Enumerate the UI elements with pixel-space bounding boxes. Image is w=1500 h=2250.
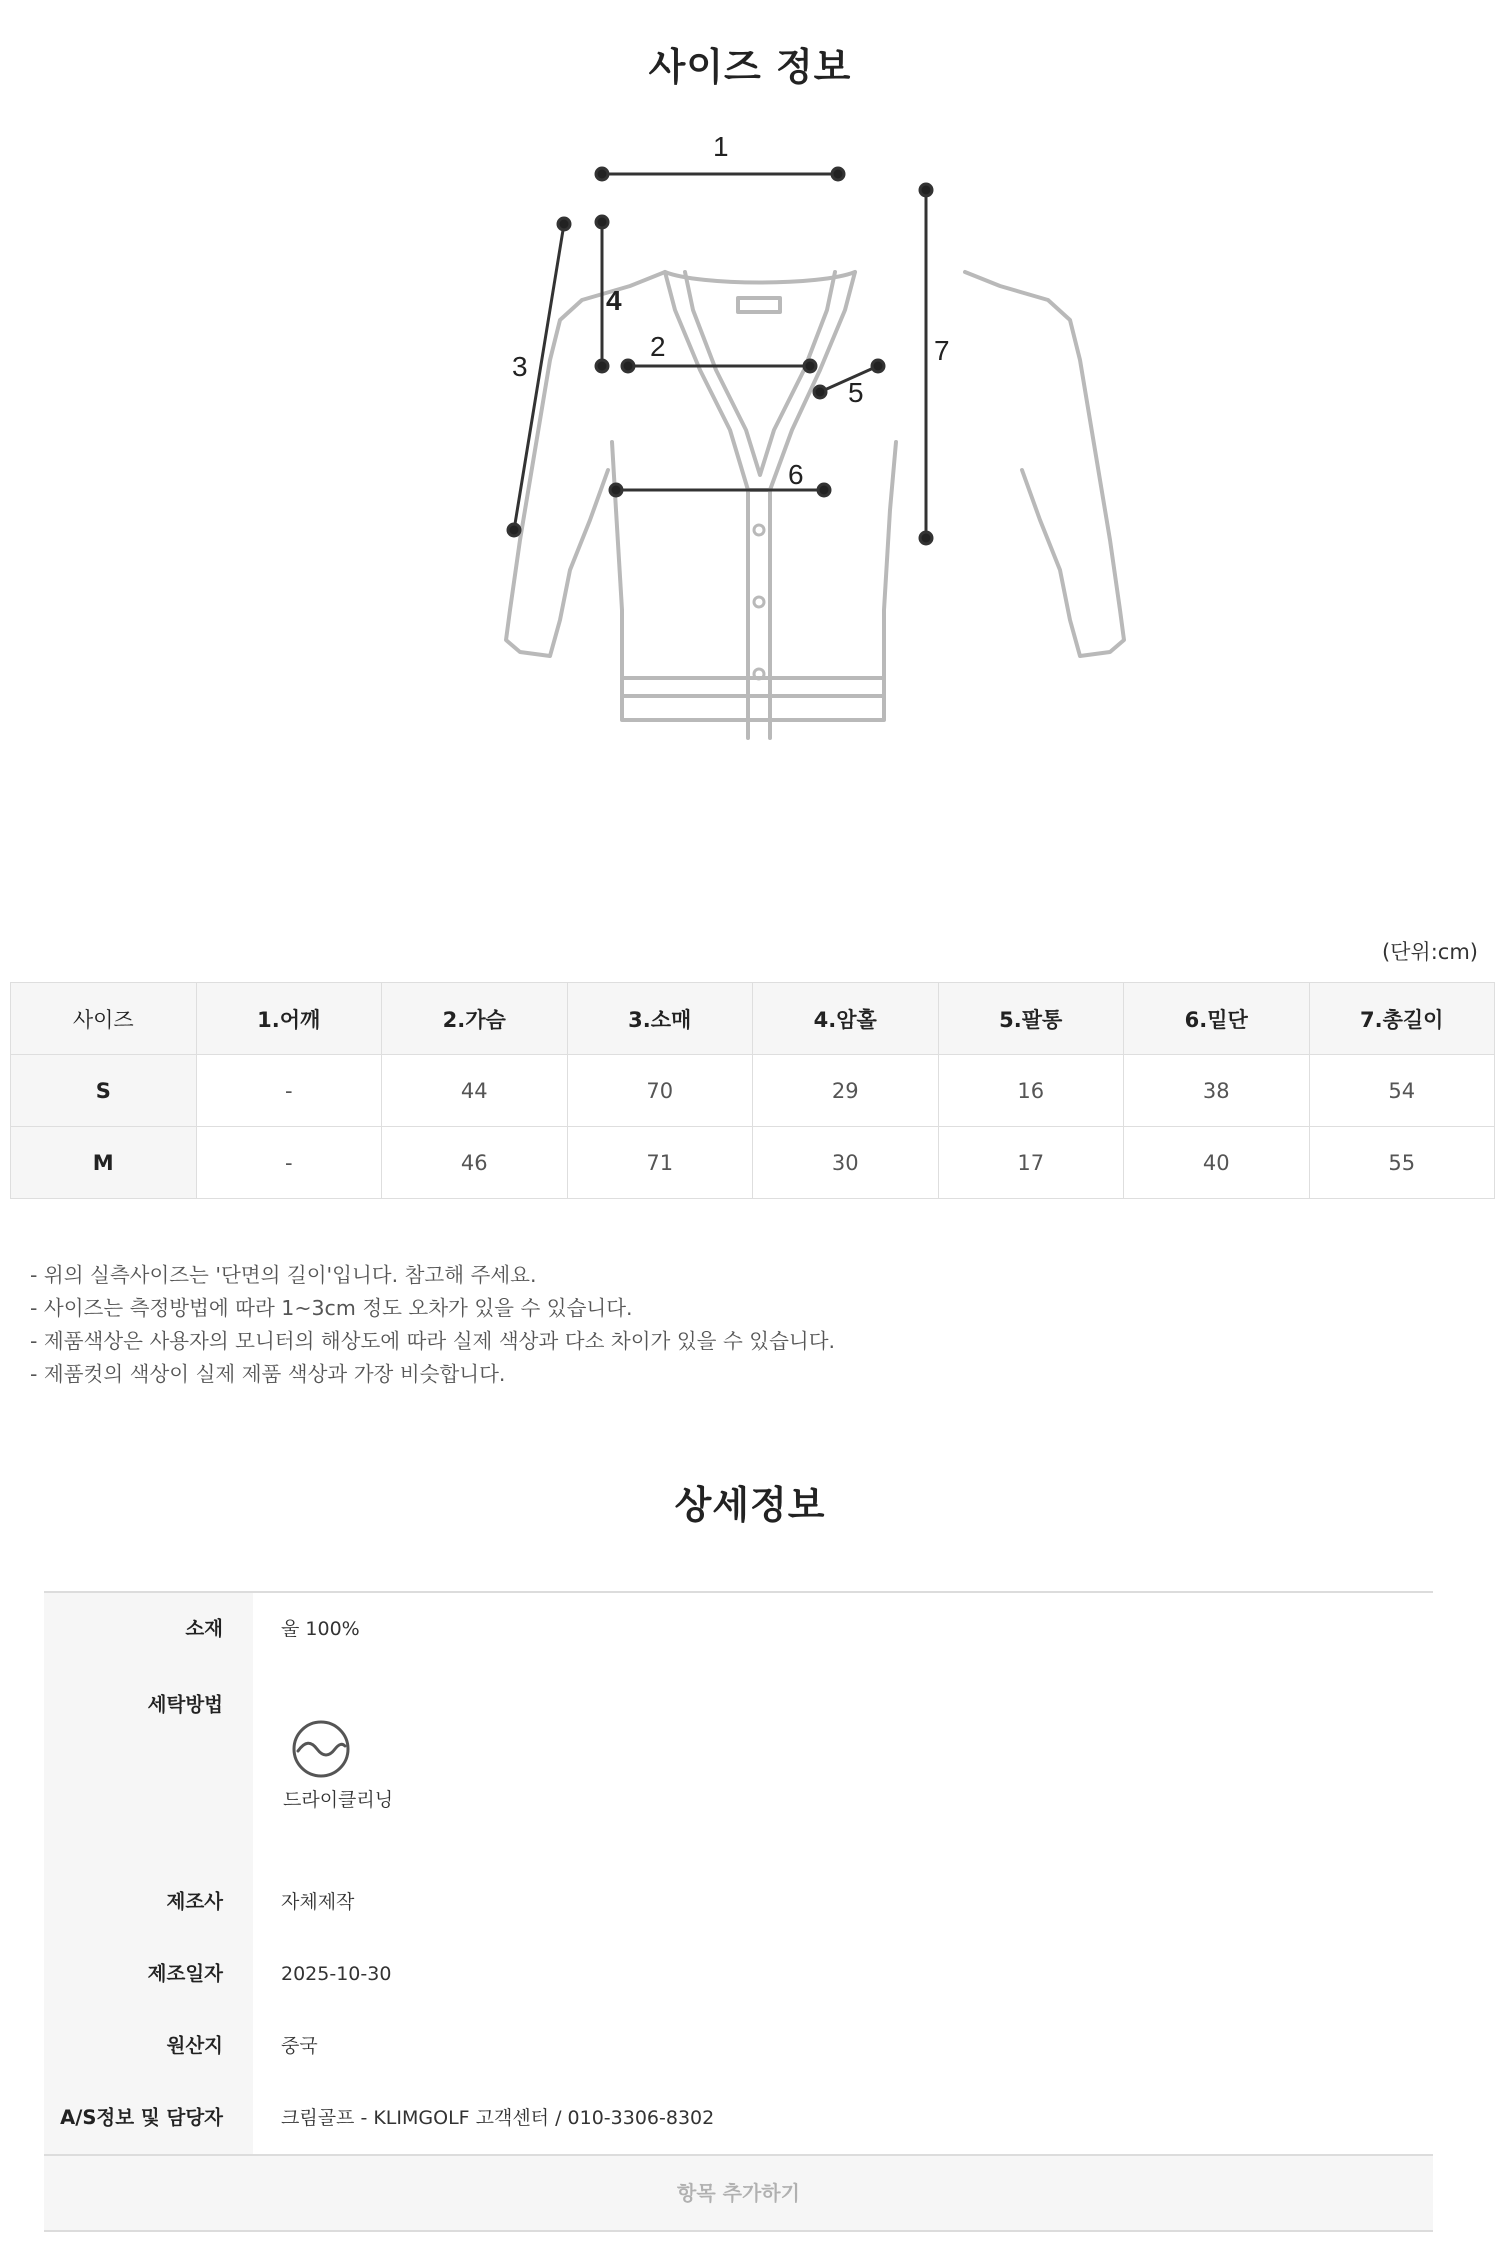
detail-label: 원산지 xyxy=(44,2010,253,2082)
table-cell: - xyxy=(196,1127,382,1199)
measure-point xyxy=(508,524,520,536)
table-cell: 17 xyxy=(938,1127,1124,1199)
measure-point xyxy=(920,184,932,196)
cardigan-buttons xyxy=(754,525,764,679)
measure-point xyxy=(558,218,570,230)
size-table-header: 4.암홀 xyxy=(753,983,939,1055)
size-table-header: 5.팔통 xyxy=(938,983,1124,1055)
table-cell: 16 xyxy=(938,1055,1124,1127)
measure-label-5: 5 xyxy=(848,377,864,408)
detail-info-title: 상세정보 xyxy=(674,1483,826,1527)
size-table-header: 3.소매 xyxy=(567,983,753,1055)
table-cell: 38 xyxy=(1124,1055,1310,1127)
measure-point xyxy=(814,386,826,398)
detail-row-origin xyxy=(44,2010,1433,2082)
size-table-header: 7.총길이 xyxy=(1309,983,1495,1055)
note-line: - 제품컷의 색상이 실제 제품 색상과 가장 비슷합니다. xyxy=(30,1362,506,1386)
detail-row-material xyxy=(44,1593,1433,1665)
detail-value: 자체제작 xyxy=(281,1891,355,1913)
measure-point xyxy=(804,360,816,372)
measure-label-4: 4 xyxy=(606,285,622,316)
detail-label: 제조사 xyxy=(44,1866,253,1938)
add-item-button[interactable]: 항목 추가하기 xyxy=(44,2154,1433,2232)
measure-point xyxy=(832,168,844,180)
table-cell: 71 xyxy=(567,1127,753,1199)
measure-point xyxy=(872,360,884,372)
measure-point xyxy=(818,484,830,496)
note-line: - 사이즈는 측정방법에 따라 1~3cm 정도 오차가 있을 수 있습니다. xyxy=(30,1296,633,1320)
size-notes xyxy=(30,1259,835,1391)
table-cell: 30 xyxy=(753,1127,939,1199)
cardigan-outline xyxy=(506,272,1124,738)
measure-point xyxy=(920,532,932,544)
measurement-lines xyxy=(508,168,932,544)
wash-method-label: 드라이클리닝 xyxy=(283,1789,394,1811)
table-cell: 70 xyxy=(567,1055,753,1127)
size-info-title: 사이즈 정보 xyxy=(648,45,852,89)
size-name-cell: M xyxy=(11,1127,197,1199)
size-table-header: 2.가슴 xyxy=(382,983,568,1055)
detail-label: 세탁방법 xyxy=(44,1665,253,1866)
note-line: - 위의 실측사이즈는 '단면의 길이'입니다. 참고해 주세요. xyxy=(30,1263,537,1287)
note-line: - 제품색상은 사용자의 모니터의 해상도에 따라 실제 색상과 다소 차이가 있을 수 있습니다. xyxy=(30,1329,836,1353)
measure-point xyxy=(596,168,608,180)
measure-point xyxy=(622,360,634,372)
detail-value: 울 100% xyxy=(281,1618,360,1640)
size-table xyxy=(10,982,1495,1199)
detail-row-date xyxy=(44,1938,1433,2010)
measure-label-1: 1 xyxy=(713,131,729,162)
table-row xyxy=(11,1055,1495,1127)
measure-point xyxy=(596,216,608,228)
detail-value: 크림골프 - KLIMGOLF 고객센터 / 010-3306-8302 xyxy=(281,2107,715,2129)
table-cell: 40 xyxy=(1124,1127,1310,1199)
detail-row-maker xyxy=(44,1866,1433,1938)
detail-row-washing xyxy=(44,1665,1433,1866)
detail-label: 제조일자 xyxy=(44,1938,253,2010)
dry-cleaning-icon xyxy=(289,1717,353,1781)
detail-label: A/S정보 및 담당자 xyxy=(44,2082,253,2154)
detail-info-table xyxy=(44,1591,1433,2232)
cardigan-size-diagram xyxy=(400,131,1100,810)
size-name-cell: S xyxy=(11,1055,197,1127)
table-cell: 55 xyxy=(1309,1127,1495,1199)
size-table-header: 6.밑단 xyxy=(1124,983,1310,1055)
detail-value: 2025-10-30 xyxy=(281,1963,392,1985)
table-cell: - xyxy=(196,1055,382,1127)
measure-label-2: 2 xyxy=(650,331,666,362)
detail-value: 중국 xyxy=(281,2035,318,2057)
detail-value-washing xyxy=(253,1665,1433,1866)
table-cell: 46 xyxy=(382,1127,568,1199)
measure-point xyxy=(596,360,608,372)
table-cell: 54 xyxy=(1309,1055,1495,1127)
unit-label: (단위:cm) xyxy=(1381,940,1478,964)
detail-label: 소재 xyxy=(44,1593,253,1665)
table-row xyxy=(11,1127,1495,1199)
size-table-header-row xyxy=(11,983,1495,1055)
measure-label-3: 3 xyxy=(512,351,528,382)
measure-point xyxy=(610,484,622,496)
measure-label-6: 6 xyxy=(788,459,804,490)
measure-label-7: 7 xyxy=(934,335,950,366)
size-table-header: 1.어깨 xyxy=(196,983,382,1055)
size-table-header: 사이즈 xyxy=(11,983,197,1055)
table-cell: 44 xyxy=(382,1055,568,1127)
detail-row-as xyxy=(44,2082,1433,2154)
table-cell: 29 xyxy=(753,1055,939,1127)
